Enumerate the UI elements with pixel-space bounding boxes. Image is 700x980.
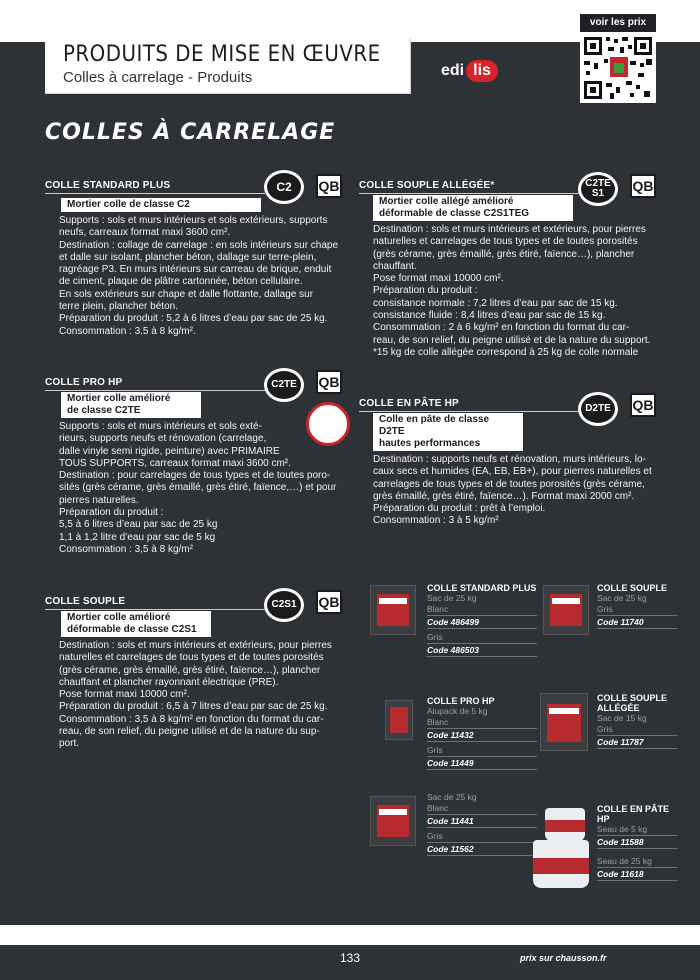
qr-code[interactable]	[580, 33, 656, 103]
qr-label: voir les prix	[580, 14, 656, 32]
product-code: Code 11787	[597, 737, 644, 747]
product-souple-allegee	[597, 693, 677, 749]
product-title: HP	[597, 814, 610, 824]
block-souple	[45, 596, 350, 751]
block-subtitle: Mortier colle amélioré déformable de classe C2S1	[61, 611, 211, 637]
product-code: Code 11588	[597, 837, 644, 847]
divider	[427, 628, 537, 629]
product-bucket-image	[533, 840, 589, 888]
product-souple	[597, 583, 677, 629]
section-title: COLLES À CARRELAGE	[45, 120, 336, 145]
product-bag-image	[370, 585, 416, 635]
edilis-logo-right: lis	[466, 60, 498, 82]
product-pro-hp	[427, 696, 537, 770]
edilis-logo	[435, 58, 498, 84]
block-pate-hp	[359, 398, 664, 528]
qb-logo: QB	[630, 174, 656, 198]
product-bag-image	[370, 796, 416, 846]
divider	[597, 880, 677, 881]
block-pro-hp	[45, 377, 350, 556]
block-title: COLLE SOUPLE	[45, 596, 126, 607]
product-pack: Seau de 5 kg	[597, 824, 648, 834]
product-code: Code 11618	[597, 869, 644, 879]
qr-code-icon	[580, 33, 656, 103]
product-bag-image	[540, 693, 588, 751]
block-text: Destination : supports neufs et rénovation, murs intérieurs, lo- caux secs et humides (EA, EB, EB+), pour pierres naturelles et carrelages de tous types et de toutes porosités (grès cérame, grès émaillé, grès étiré, faïence…). Format maxi 2000 cm². Préparation du produit : prêt à l’emploi. Consommation : 3 à 5 kg/m²	[373, 454, 652, 527]
block-souple-allegee	[359, 180, 664, 359]
product-pack: Seau de 25 kg	[597, 856, 652, 866]
page-header	[45, 38, 411, 94]
product-color: Blanc	[427, 604, 449, 614]
qb-logo: QB	[316, 370, 342, 394]
product-code: Code 11441	[427, 816, 474, 826]
block-title: COLLE PRO HP	[45, 377, 123, 388]
divider	[427, 656, 537, 657]
divider	[597, 748, 677, 749]
block-text: Destination : sols et murs intérieurs et extérieurs, pour pierres naturelles et carrelages de tous types et de toutes porosités (grès cérame, grès émaillé, grès étiré, faïence…), plancher chauffant. Pose format maxi 10000 cm². Préparation du produit : consistance normale : 7,2 litres d’eau par sac de 15 kg. consistance fluide : 8,4 litres d’eau par sac de 15 kg. Consommation : 2 à 6 kg/m² en fonction du format du car- reau, de son relief, du peigne utilisé et de la nature du support. *15 kg de colle allégée correspond à 25 kg de colle normale	[373, 224, 651, 358]
product-pro-hp-25kg	[427, 792, 537, 856]
page-subtitle: Colles à carrelage - Produits	[63, 69, 253, 86]
certification-badge-c2te: C2TE	[264, 368, 304, 402]
product-code: Code 11562	[427, 844, 474, 854]
product-title: COLLE EN PÂTE	[597, 804, 670, 814]
product-code: Code 11740	[597, 617, 644, 627]
divider	[427, 855, 537, 856]
product-title: COLLE SOUPLE	[597, 583, 668, 593]
product-title: COLLE SOUPLE	[597, 693, 668, 703]
product-color: Gris	[427, 745, 443, 755]
product-color: Blanc	[427, 803, 449, 813]
product-color: Gris	[597, 604, 613, 614]
qb-logo: QB	[630, 393, 656, 417]
qb-logo: QB	[316, 590, 342, 614]
product-color: Gris	[427, 831, 443, 841]
product-pack: Sac de 25 kg	[427, 792, 477, 802]
product-bag-image	[543, 585, 589, 635]
block-text: Supports : sols et murs intérieurs et sols exté- rieurs, supports neufs et rénovation (carrelage, dalle vinyle semi rigide, peinture) avec PRIMAIRE TOUS SUPPORTS, carreaux format maxi 3600 cm². Destination : pour carrelages de tous types et de toutes poro- sités (grès cérame, grès émaillé, grès étiré, faïence,…) et pour pierres naturelles. Préparation du produit : 5,5 à 6 litres d’eau par sac de 25 kg 1,1 à 1,2 litre d’eau par sac de 5 kg Consommation : 3,5 à 8 kg/m²	[59, 421, 337, 555]
divider	[597, 628, 677, 629]
product-pack: Sac de 15 kg	[597, 713, 647, 723]
block-title: COLLE SOUPLE ALLÉGÉE*	[359, 180, 495, 191]
product-bucket-image	[545, 808, 585, 842]
divider	[45, 609, 265, 610]
page-number: 133	[336, 945, 364, 980]
certification-badge-c2s1: C2S1	[264, 588, 304, 622]
divider	[359, 193, 579, 194]
block-subtitle: Colle en pâte de classe D2TE hautes performances	[373, 413, 523, 451]
divider	[427, 769, 537, 770]
edilis-logo-left: edi	[441, 62, 465, 79]
product-color: Gris	[597, 724, 613, 734]
block-subtitle: Mortier colle amélioré de classe C2TE	[61, 392, 201, 418]
product-code: Code 486503	[427, 645, 479, 655]
product-color: Blanc	[427, 717, 449, 727]
block-text: Destination : sols et murs intérieurs et extérieurs, pour pierres naturelles et carrelages de tous types et de toutes porosités (grès cérame, grès émaillé, grès étiré, faïence…), plancher chauffant et plancher rayonnant électrique (PRE). Pose format maxi 10000 cm². Préparation du produit : 6,5 à 7 litres d’eau par sac de 25 kg. Consommation : 3,5 à 8 kg/m² en fonction du format du car- reau, de son relief, du peigne utilisé et de la nature du sup- port.	[59, 640, 332, 750]
block-standard-plus	[45, 180, 350, 338]
certification-badge-d2te: D2TE	[578, 392, 618, 426]
product-title: COLLE STANDARD PLUS	[427, 583, 537, 593]
product-code: Code 11432	[427, 730, 474, 740]
qb-logo: QB	[316, 174, 342, 198]
certification-badge-c2: C2	[264, 170, 304, 204]
divider	[427, 741, 537, 742]
product-title: COLLE PRO HP	[427, 696, 495, 706]
product-code: Code 11449	[427, 758, 474, 768]
divider	[45, 390, 265, 391]
product-pack: Alupack de 5 kg	[427, 706, 488, 716]
block-subtitle: Mortier colle allégé amélioré déformable de classe C2S1TEG	[373, 195, 573, 221]
product-pate-hp	[597, 804, 677, 881]
product-alupack-image	[385, 700, 413, 740]
quality-seal-icon	[306, 402, 350, 446]
product-standard-plus	[427, 583, 537, 657]
product-color: Gris	[427, 632, 443, 642]
divider	[597, 848, 677, 849]
footer-site-link[interactable]: prix sur chausson.fr	[520, 953, 607, 963]
product-pack: Sac de 25 kg	[597, 593, 647, 603]
product-title: ALLÉGÉE	[597, 703, 640, 713]
block-text: Supports : sols et murs intérieurs et sols extérieurs, supports neufs, carreaux format maxi 3600 cm². Destination : collage de carrelage : en sols intérieurs sur chape et dalle sur isolant, plancher béton, dallage sur terre-plein, ragréage P3. En murs intérieurs sur carreau de brique, enduit de ciment, plaque de plâtre cartonnée, béton cellulaire. En sols extérieurs sur chape et dalle flottante, dallage sur terre plein, plancher béton. Préparation du produit : 5,2 à 6 litres d’eau par sac de 25 kg. Consommation : 3.5 à 8 kg/m².	[59, 215, 339, 337]
divider	[427, 827, 537, 828]
certification-badge-c2te-s1: C2TE S1	[578, 172, 618, 206]
divider	[359, 411, 579, 412]
block-title: COLLE STANDARD PLUS	[45, 180, 171, 191]
divider	[45, 193, 265, 194]
block-subtitle: Mortier colle de classe C2	[61, 198, 261, 212]
block-title: COLLE EN PÂTE HP	[359, 398, 459, 409]
product-code: Code 486499	[427, 617, 479, 627]
page-title: PRODUITS DE MISE EN ŒUVRE	[63, 42, 381, 67]
product-pack: Sac de 25 kg	[427, 593, 477, 603]
